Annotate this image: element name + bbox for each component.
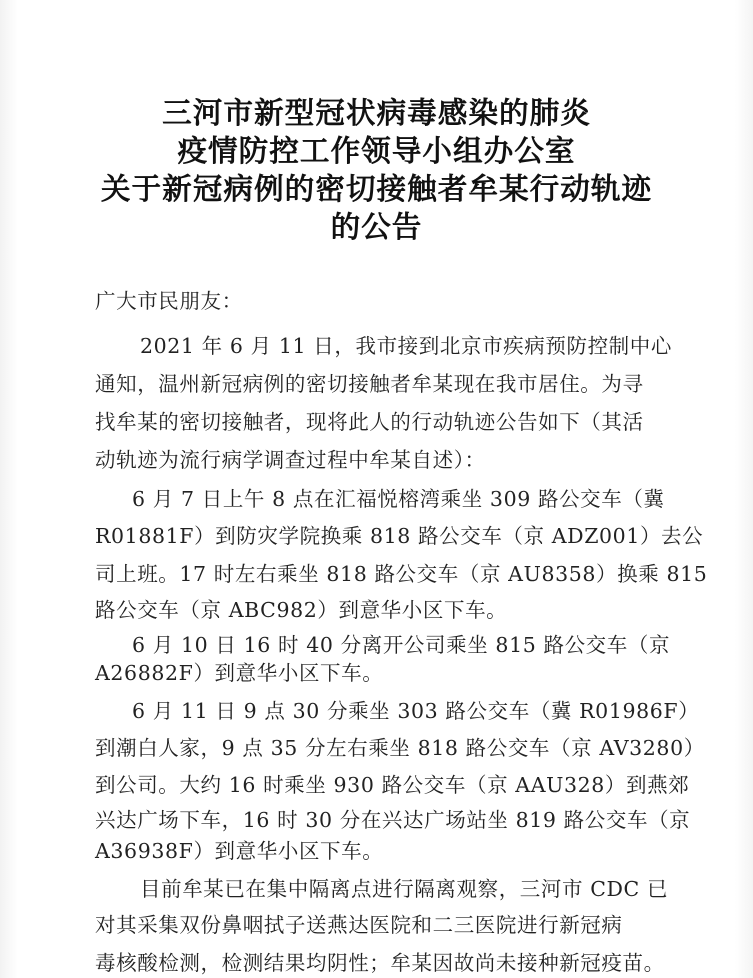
body-line: 6 月 11 日 9 点 30 分乘坐 303 路公交车（冀 R01986F） xyxy=(132,699,700,723)
title-line-2: 疫情防控工作领导小组办公室 xyxy=(177,133,576,168)
body-line: 6 月 10 日 16 时 40 分离开公司乘坐 815 路公交车（京 xyxy=(132,633,671,657)
body-line: A26882F）到意华小区下车。 xyxy=(95,661,384,685)
title-line-3: 关于新冠病例的密切接触者牟某行动轨迹 xyxy=(100,171,653,206)
salutation: 广大市民朋友： xyxy=(95,289,243,313)
body-line: R01881F）到防灾学院换乘 818 路公交车（京 ADZ001）去公 xyxy=(95,524,704,548)
body-line: 毒核酸检测，检测结果均阴性；牟某因故尚未接种新冠疫苗。 xyxy=(95,951,665,975)
body-line: 动轨迹为流行病学调查过程中牟某自述）： xyxy=(95,448,486,472)
body-line: 对其采集双份鼻咽拭子送燕达医院和二三医院进行新冠病 xyxy=(95,913,623,937)
body-line: 到潮白人家，9 点 35 分左右乘坐 818 路公交车（京 AV3280） xyxy=(95,736,705,760)
body-line: A36938F）到意华小区下车。 xyxy=(95,839,384,863)
body-line: 目前牟某已在集中隔离点进行隔离观察，三河市 CDC 已 xyxy=(140,877,669,901)
title-line-1: 三河市新型冠状病毒感染的肺炎 xyxy=(162,95,591,130)
body-line: 司上班。17 时左右乘坐 818 路公交车（京 AU8358）换乘 815 xyxy=(95,562,708,586)
body-line: 通知，温州新冠病例的密切接触者牟某现在我市居住。为寻 xyxy=(95,372,644,396)
body-line: 6 月 7 日上午 8 点在汇福悦榕湾乘坐 309 路公交车（冀 xyxy=(132,487,665,511)
body-line: 2021 年 6 月 11 日，我市接到北京市疾病预防控制中心 xyxy=(140,334,672,358)
title-line-4: 的公告 xyxy=(330,209,423,244)
body-line: 路公交车（京 ABC982）到意华小区下车。 xyxy=(95,598,508,622)
body-line: 兴达广场下车，16 时 30 分在兴达广场站坐 819 路公交车（京 xyxy=(95,808,691,832)
body-line: 找牟某的密切接触者，现将此人的行动轨迹公告如下（其活 xyxy=(95,410,644,434)
body-line: 到公司。大约 16 时乘坐 930 路公交车（京 AAU328）到燕郊 xyxy=(95,773,690,797)
